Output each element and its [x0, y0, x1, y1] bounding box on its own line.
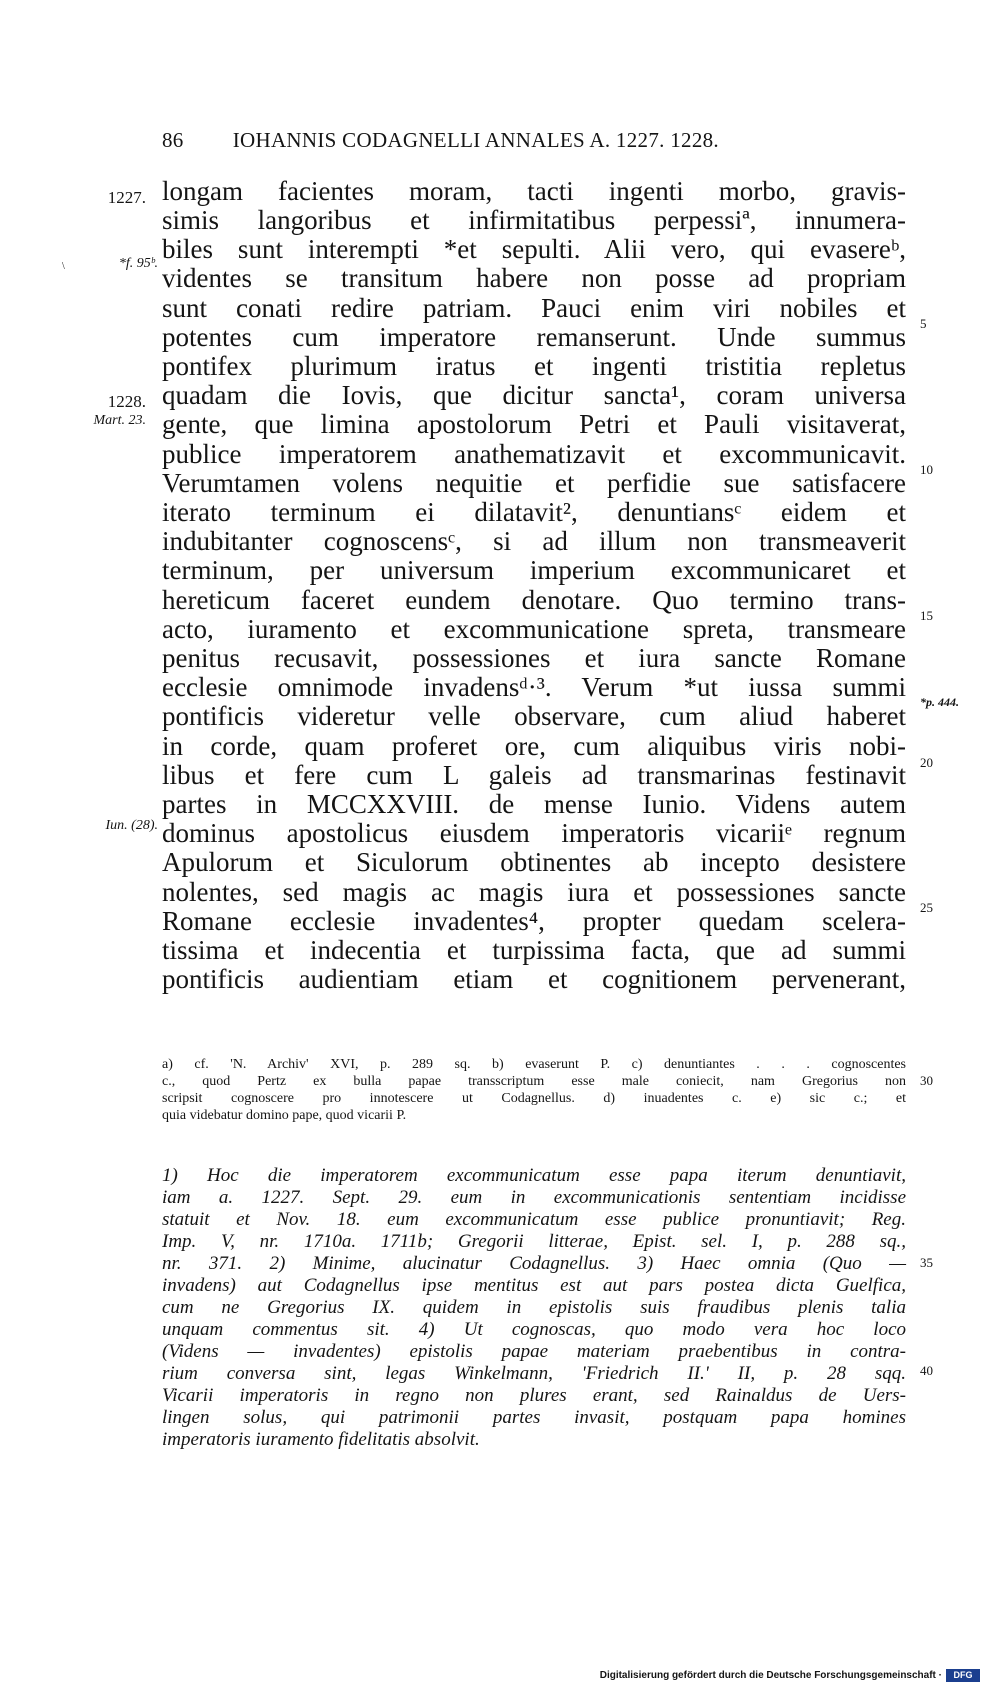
apparatus-line: c., quod Pertz ex bulla papae transscriptum esse male coniecit, nam Gregorius non [162, 1074, 906, 1089]
apparatus-line: a) cf. 'N. Archiv' XVI, p. 289 sq. b) evaserunt P. c) denuntiantes . . . cognoscentes [162, 1057, 906, 1072]
margin-folio: *f. 95ᵇ. [118, 256, 158, 271]
text-line: longam facientes moram, tacti ingenti morbo, gravis- [162, 176, 906, 206]
commentary-line: iam a. 1227. Sept. 29. eum in excommunicationis sententiam incidisse [162, 1187, 906, 1208]
text-line: tissima et indecentia et turpissima facta, que ad summi [162, 935, 906, 965]
text-line: pontifex plurimum iratus et ingenti tristitia repletus [162, 351, 906, 381]
line-number-15: 15 [920, 608, 933, 623]
commentary-line: cum ne Gregorius IX. quidem in epistolis suis fraudibus plenis talia [162, 1297, 906, 1318]
text-line: penitus recusavit, possessiones et iura sancte Romane [162, 643, 906, 673]
line-number-25: 25 [920, 900, 933, 915]
margin-year-1228: 1228. [107, 392, 146, 411]
line-number-5: 5 [920, 316, 927, 331]
commentary-line: Imp. V, nr. 1710a. 1711b; Gregorii litterae, Epist. sel. I, p. 288 sq., [162, 1231, 906, 1252]
digitization-credit: Digitalisierung gefördert durch die Deutsche Forschungsgemeinschaft · [599, 1670, 942, 1681]
text-line: pontificis videretur velle observare, cum aliud haberet [162, 701, 906, 731]
text-line: libus et fere cum L galeis ad transmarinas festinavit [162, 760, 906, 790]
text-line: hereticum faceret eundem denotare. Quo termino trans- [162, 585, 906, 615]
apparatus-line: scripsit cognoscere pro innotescere ut Codagnellus. d) inuadentes c. e) sic c.; et [162, 1091, 906, 1106]
text-line: pontificis audientiam etiam et cognitionem pervenerant, [162, 964, 906, 994]
line-number-35: 35 [920, 1255, 933, 1270]
text-line: potentes cum imperatore remanserunt. Unde summus [162, 322, 906, 352]
text-line: Verumtamen volens nequitie et perfidie sue satisfacere [162, 468, 906, 498]
text-line: Apulorum et Siculorum obtinentes ab incepto desistere [162, 847, 906, 877]
margin-year-1227: 1227. [107, 188, 146, 207]
text-line: publice imperatorem anathematizavit et excommunicavit. [162, 439, 906, 469]
dfg-logo: DFG [946, 1669, 980, 1682]
text-line: videntes se transitum habere non posse ad propriam [162, 263, 906, 293]
text-line: sunt conati redire patriam. Pauci enim viri nobiles et [162, 293, 906, 323]
page-number: 86 [162, 128, 184, 152]
commentary-line: 1) Hoc die imperatorem excommunicatum esse papa iterum denuntiavit, [162, 1165, 906, 1186]
text-line: partes in MCCXXVIII. de mense Iunio. Videns autem [162, 789, 906, 819]
text-line: in corde, quam proferet ore, cum aliquibus viris nobi- [162, 731, 906, 761]
margin-tick: \ [62, 261, 65, 272]
text-line: Romane ecclesie invadentes⁴, propter quedam scelera- [162, 906, 906, 936]
text-line: nolentes, sed magis ac magis iura et possessiones sancte [162, 877, 906, 907]
commentary-line: imperatoris iuramento fidelitatis absolvit. [162, 1429, 480, 1450]
commentary-line: lingen solus, qui patrimonii partes invasit, postquam papa homines [162, 1407, 906, 1428]
line-number-10: 10 [920, 462, 933, 477]
margin-date-iun: Iun. (28). [105, 818, 158, 833]
page-reference: *p. 444. [920, 695, 959, 709]
running-head [162, 128, 840, 153]
text-line: indubitanter cognoscensᶜ, si ad illum non transmeaverit [162, 526, 906, 556]
commentary-line: (Videns — invadentes) epistolis papae materiam praebentibus in contra- [162, 1341, 906, 1362]
text-line: quadam die Iovis, que dicitur sancta¹, coram universa [162, 380, 906, 410]
text-line: iterato terminum ei dilatavit², denuntiansᶜ eidem et [162, 497, 906, 527]
commentary-line: nr. 371. 2) Minime, alucinatur Codagnellus. 3) Haec omnia (Quo — [162, 1253, 906, 1274]
commentary-line: invadens) aut Codagnellus ipse mentitus est aut pars postea dicta Guelfica, [162, 1275, 906, 1296]
running-title: IOHANNIS CODAGNELLI ANNALES A. 1227. 1228. [232, 128, 719, 152]
commentary-line: unquam commentus sit. 4) Ut cognoscas, quo modo vera hoc loco [162, 1319, 906, 1340]
commentary-line: rium conversa sint, legas Winkelmann, 'Friedrich II.' II, p. 28 sqq. [162, 1363, 906, 1384]
text-line: biles sunt interempti *et sepulti. Alii vero, qui evasereᵇ, [162, 234, 906, 264]
line-number-30: 30 [920, 1073, 933, 1088]
line-number-40: 40 [920, 1363, 933, 1378]
commentary-line: statuit et Nov. 18. eum excommunicatum esse publice pronuntiavit; Reg. [162, 1209, 906, 1230]
text-line: acto, iuramento et excommunicatione spreta, transmeare [162, 614, 906, 644]
margin-date-mart: Mart. 23. [93, 413, 146, 428]
text-line: simis langoribus et infirmitatibus perpessiª, innumera- [162, 205, 906, 235]
text-line: dominus apostolicus eiusdem imperatoris vicariiᵉ regnum [162, 818, 906, 848]
apparatus-line: quia videbatur domino pape, quod vicarii P. [162, 1108, 407, 1123]
text-line: terminum, per universum imperium excommunicaret et [162, 555, 906, 585]
text-line: ecclesie omnimode invadensᵈ·³. Verum *ut iussa summi [162, 672, 906, 702]
commentary-line: Vicarii imperatoris in regno non plures erant, sed Rainaldus de Uers- [162, 1385, 906, 1406]
line-number-20: 20 [920, 755, 933, 770]
text-line: gente, que limina apostolorum Petri et Pauli visitaverat, [162, 409, 906, 439]
